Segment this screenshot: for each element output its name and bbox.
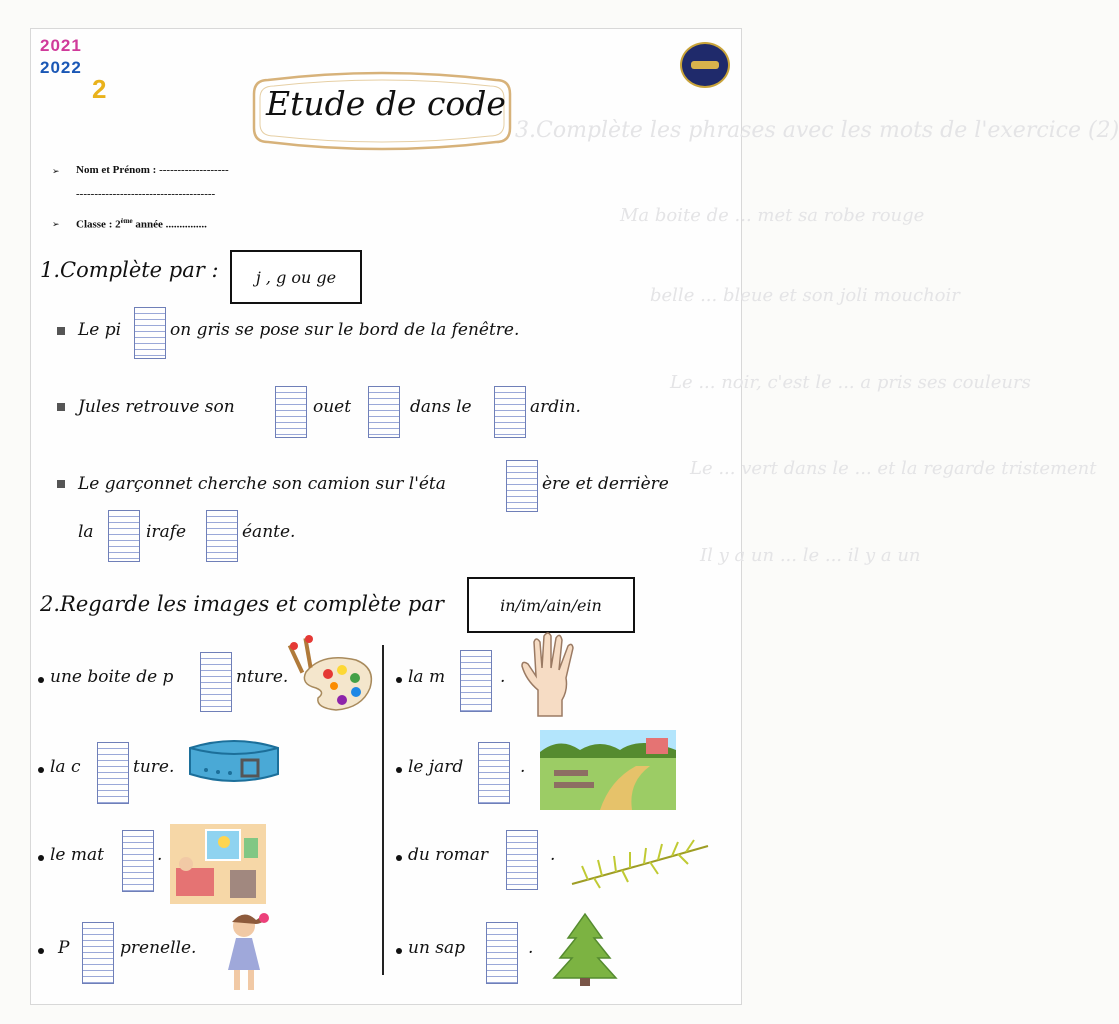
blank-s3-1[interactable] bbox=[506, 460, 538, 512]
palette-icon bbox=[292, 634, 376, 714]
left-item-2-end: ture. bbox=[133, 757, 175, 777]
left-item-3-end: . bbox=[157, 845, 163, 865]
right-item-1-end: . bbox=[500, 667, 506, 687]
blank-right-4[interactable] bbox=[486, 922, 518, 984]
ghost-line-2: Ma boite de ... met sa robe rouge bbox=[620, 205, 925, 226]
blank-left-1[interactable] bbox=[200, 652, 232, 712]
rosemary-icon bbox=[568, 836, 714, 890]
sentence-1-end: on gris se pose sur le bord de la fenêtre. bbox=[170, 320, 520, 340]
left-item-1-start: une boite de p bbox=[50, 667, 174, 687]
blank-right-1[interactable] bbox=[460, 650, 492, 712]
right-item-4-end: . bbox=[528, 938, 534, 958]
morning-room-icon bbox=[170, 824, 266, 904]
blank-s3-3[interactable] bbox=[206, 510, 238, 562]
blank-s3-2[interactable] bbox=[108, 510, 140, 562]
garden-icon bbox=[540, 730, 676, 810]
blank-left-3[interactable] bbox=[122, 830, 154, 892]
ghost-line-3: belle ... bleue et son joli mouchoir bbox=[650, 285, 960, 306]
left-item-2-start: la c bbox=[50, 757, 81, 777]
name-field-line: -------------------------------------- bbox=[76, 188, 216, 200]
ghost-line-4: Le ... noir, c'est le ... a pris ses couleurs bbox=[670, 372, 1031, 393]
belt-icon bbox=[186, 730, 282, 792]
blank-right-3[interactable] bbox=[506, 830, 538, 890]
blank-left-2[interactable] bbox=[97, 742, 129, 804]
sentence-3-b: ère et derrière bbox=[542, 474, 669, 494]
left-item-4-start: P bbox=[58, 938, 70, 958]
class-field: Classe : 2ème année ............... bbox=[76, 217, 207, 231]
right-item-3-start: du romar bbox=[408, 845, 488, 865]
sentence-3-d: irafe bbox=[146, 522, 187, 542]
ghost-line-6: Il y a un ... le ... il y a un bbox=[700, 545, 921, 566]
school-logo bbox=[680, 42, 730, 88]
name-field: Nom et Prénom : ------------------- bbox=[76, 164, 229, 176]
sentence-1-start: Le pi bbox=[78, 320, 122, 340]
blank-s2-1[interactable] bbox=[275, 386, 307, 438]
right-item-2-end: . bbox=[520, 757, 526, 777]
sentence-2-d: ardin. bbox=[530, 397, 581, 417]
ghost-line-1: 3.Complète les phrases avec les mots de l'exercice (2) bbox=[515, 118, 1119, 143]
sentence-3-a: Le garçonnet cherche son camion sur l'éta bbox=[78, 474, 446, 494]
fir-tree-icon bbox=[550, 912, 620, 988]
left-item-4-end: prenelle. bbox=[120, 938, 197, 958]
exercise-1-heading: 1.Complète par : bbox=[40, 258, 219, 282]
exercise-2-choices: in/im/ain/ein bbox=[467, 577, 635, 633]
sentence-3-c: la bbox=[78, 522, 94, 542]
school-year-end: 2022 bbox=[40, 58, 82, 77]
blank-right-2[interactable] bbox=[478, 742, 510, 804]
right-item-4-start: un sap bbox=[408, 938, 466, 958]
right-item-3-end: . bbox=[550, 845, 556, 865]
exercise-2-heading: 2.Regarde les images et complète par bbox=[40, 592, 444, 616]
blank-s2-3[interactable] bbox=[494, 386, 526, 438]
exercise-1-choices: j , g ou ge bbox=[230, 250, 362, 304]
hand-icon bbox=[516, 630, 586, 718]
blank-s2-2[interactable] bbox=[368, 386, 400, 438]
right-item-2-start: le jard bbox=[408, 757, 464, 777]
sentence-2-c: dans le bbox=[410, 397, 472, 417]
sentence-3-e: éante. bbox=[242, 522, 296, 542]
year-mark: 2 bbox=[92, 74, 108, 104]
sentence-2-a: Jules retrouve son bbox=[78, 397, 235, 417]
column-divider bbox=[382, 645, 384, 975]
left-item-1-end: nture. bbox=[236, 667, 289, 687]
worksheet-title: Etude de code bbox=[266, 84, 506, 123]
sentence-2-b: ouet bbox=[313, 397, 352, 417]
school-year-start: 2021 bbox=[40, 36, 82, 55]
girl-doll-icon bbox=[214, 910, 276, 994]
right-item-1-start: la m bbox=[408, 667, 446, 687]
blank-s1[interactable] bbox=[134, 307, 166, 359]
left-item-3-start: le mat bbox=[50, 845, 104, 865]
blank-left-4[interactable] bbox=[82, 922, 114, 984]
ghost-line-5: Le ... vert dans le ... et la regarde tristement bbox=[690, 458, 1097, 479]
